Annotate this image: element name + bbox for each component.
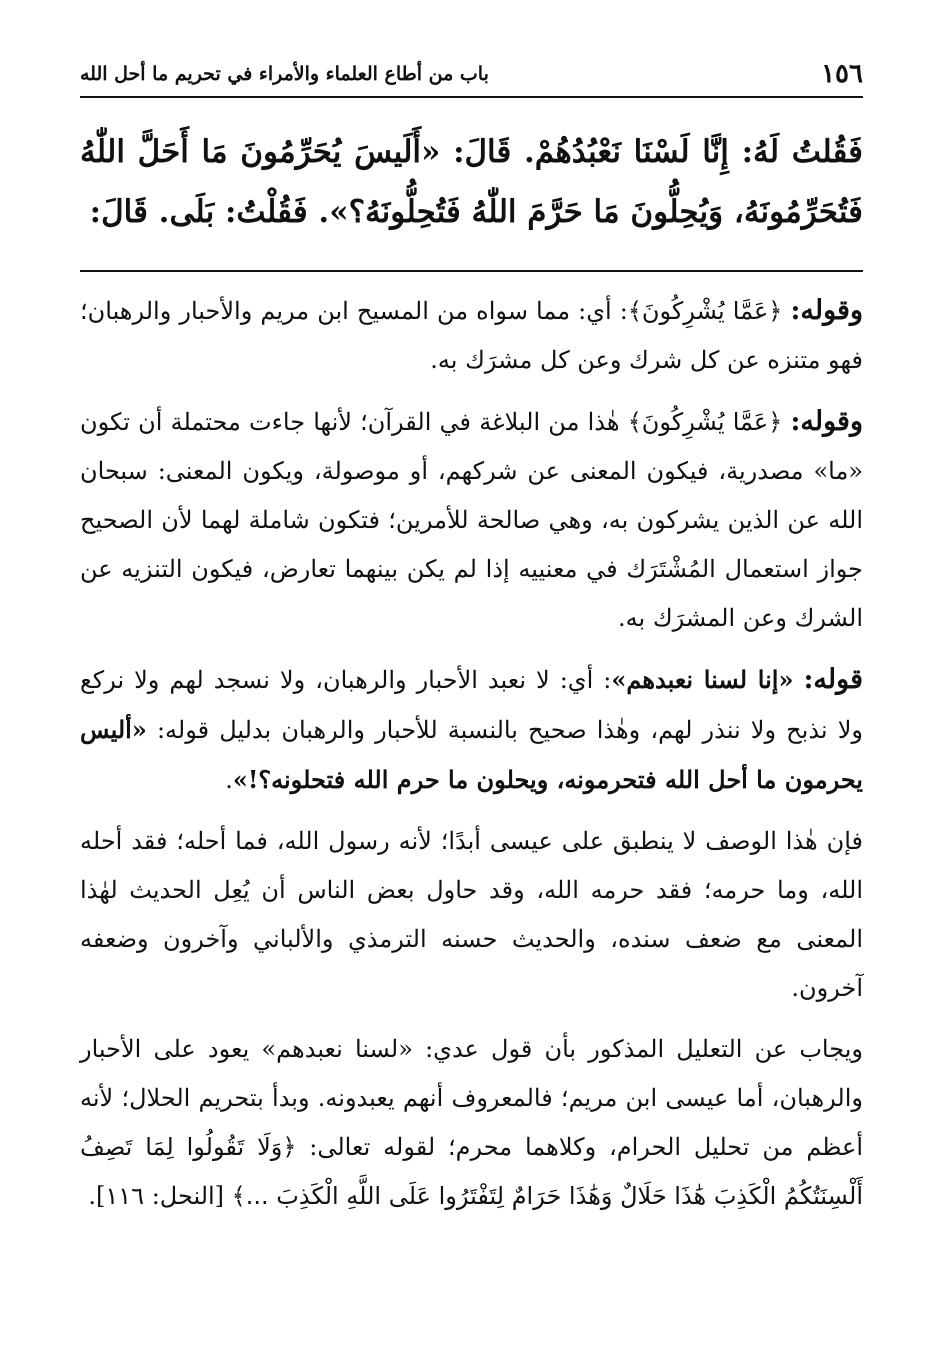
hadith-quote-bold: «أليس يحرمون ما أحل الله فتحرمونه، ويحلون ما حرم الله فتحلونه؟!» xyxy=(80,715,863,794)
paragraph-text: هٰذا من البلاغة في القرآن؛ لأنها جاءت محتملة أن تكون «ما» مصدرية، فيكون المعنى عن شركهم، أو موصولة، ويكون المعنى: سبحان الله عن الذين يشركون به، وهي صالحة للأمرين؛ فتكون شاملة لهما لأن الصحيح جواز استعمال المُشْتَرَك في معنييه إذا لم يكن بينهما تعارض، فيكون التنزيه عن الشرك وعن المشرَك به. xyxy=(80,408,863,632)
paragraph-text: فإن هٰذا الوصف لا ينطبق على عيسى أبدًا؛ لأنه رسول الله، فما أحله؛ فقد أحله الله، وما حرمه؛ فقد حرمه الله، وقد حاول بعض الناس أن يُعِل الحديث لهٰذا المعنى مع ضعف سنده، والحديث حسنه الترمذي والألباني وآخرون وضعفه آخرون. xyxy=(80,827,863,1002)
page-number: ١٥٦ xyxy=(821,59,863,89)
paragraph-4 xyxy=(80,817,863,1013)
running-title: باب من أطاع العلماء والأمراء في تحريم ما أحل الله xyxy=(80,63,489,85)
hadith-quote: «إنا لسنا نعبدهم» xyxy=(611,665,794,694)
hadith-text: فَقُلتُ لَهُ: إِنَّا لَسْنَا نَعْبُدُهُمْ. قَالَ: «أَلَيسَ يُحَرِّمُونَ مَا أَحَلَّ اللّٰهُ فَتُحَرِّمُونَهُ، وَيُحِلُّونَ مَا حَرَّمَ اللّٰهُ فَتُحِلُّونَهُ؟». فَقُلْتُ: بَلَى. قَالَ: xyxy=(80,134,863,230)
paragraph-lead: وقوله: xyxy=(790,295,863,326)
paragraph-text: ويجاب عن التعليل المذكور بأن قول عدي: «لسنا نعبدهم» يعود على الأحبار والرهبان، أما عيسى ابن مريم؛ فالمعروف أنهم يعبدونه. وبدأ بتحريم الحلال؛ لأنه أعظم من تحليل الحرام، وكلاهما محرم؛ لقوله تعالى: xyxy=(80,1035,863,1161)
paragraph-5 xyxy=(80,1025,863,1221)
paragraph-2 xyxy=(80,397,863,643)
page-header xyxy=(80,52,863,98)
paragraph-1 xyxy=(80,286,863,385)
divider xyxy=(80,270,863,272)
paragraph-lead: قوله: xyxy=(803,664,863,695)
paragraph-end: [النحل: ١١٦]. xyxy=(88,1182,232,1210)
paragraph-end: . xyxy=(225,766,233,794)
paragraph-text: : أي: لا نعبد الأحبار والرهبان، ولا نسجد لهم ولا نركع ولا نذبح ولا ننذر لهم، وهٰذا صحيح بالنسبة للأحبار والرهبان بدليل قوله: xyxy=(80,666,863,744)
commentary xyxy=(80,286,863,1233)
paragraph-lead: وقوله: xyxy=(790,406,863,437)
paragraph-text: : أي: مما سواه من المسيح ابن مريم والأحبار والرهبان؛ فهو متنزه عن كل شرك وعن كل مشرَك به. xyxy=(80,297,863,374)
quran-quote: ﴿عَمَّا يُشْرِكُونَ﴾ xyxy=(627,408,783,436)
paragraph-3 xyxy=(80,655,863,805)
quran-quote: ﴿عَمَّا يُشْرِكُونَ﴾ xyxy=(627,297,783,325)
quran-quote: ﴿وَلَا تَقُولُوا لِمَا تَصِفُ أَلْسِنَتُكُمُ الْكَذِبَ هَٰذَا حَلَالٌ وَهَٰذَا حَرَامٌ لِتَفْتَرُوا عَلَى اللَّهِ الْكَذِبَ ...﴾ xyxy=(80,1133,863,1210)
